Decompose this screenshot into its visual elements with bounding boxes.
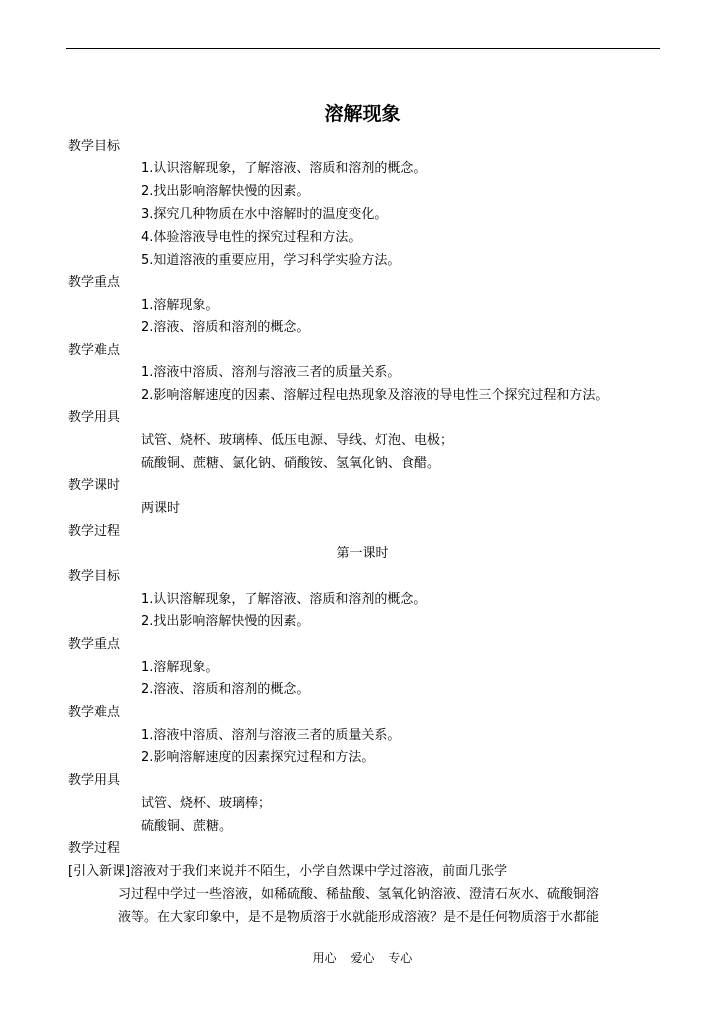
difficulty-item: 2.影响溶解速度的因素探究过程和方法。: [141, 750, 375, 765]
key-point-item: 2.溶液、溶质和溶剂的概念。: [141, 320, 310, 335]
section-heading-tools: 教学用具: [68, 773, 121, 788]
document-title: 溶解现象: [324, 103, 401, 125]
key-point-item: 1.溶解现象。: [141, 298, 219, 313]
section-heading-hours: 教学课时: [68, 478, 121, 493]
intro-paragraph-line: [引入新课]溶液对于我们来说并不陌生，小学自然课中学过溶液，前面几张学: [68, 864, 508, 879]
section-heading-process: 教学过程: [68, 524, 121, 539]
section-heading-goals: 教学目标: [68, 139, 121, 154]
goal-item: 1.认识溶解现象，了解溶液、溶质和溶剂的概念。: [141, 161, 427, 176]
goal-item: 1.认识溶解现象，了解溶液、溶质和溶剂的概念。: [141, 592, 427, 607]
difficulty-item: 1.溶液中溶质、溶剂与溶液三者的质量关系。: [141, 728, 401, 743]
lesson-heading: 第一课时: [336, 546, 389, 561]
tools-item: 试管、烧杯、玻璃棒；: [141, 796, 272, 811]
section-heading-tools: 教学用具: [68, 410, 121, 425]
hours-value: 两课时: [141, 501, 181, 516]
intro-paragraph-line: 习过程中学过一些溶液，如稀硫酸、稀盐酸、氢氧化钠溶液、澄清石灰水、硫酸铜溶: [118, 887, 600, 902]
section-heading-key-points: 教学重点: [68, 637, 121, 652]
goal-item: 4.体验溶液导电性的探究过程和方法。: [141, 230, 362, 245]
key-point-item: 2.溶液、溶质和溶剂的概念。: [141, 682, 310, 697]
tools-item: 硫酸铜、蔗糖、氯化钠、硝酸铵、氢氧化钠、食醋。: [141, 456, 441, 471]
key-point-item: 1.溶解现象。: [141, 660, 219, 675]
page-footer: 用心 爱心 专心: [312, 951, 413, 965]
tools-item: 试管、烧杯、玻璃棒、低压电源、导线、灯泡、电极；: [141, 433, 454, 448]
difficulty-item: 1.溶液中溶质、溶剂与溶液三者的质量关系。: [141, 365, 401, 380]
tools-item: 硫酸铜、蔗糖。: [141, 819, 233, 834]
goal-item: 2.找出影响溶解快慢的因素。: [141, 184, 310, 199]
goal-item: 5.知道溶液的重要应用，学习科学实验方法。: [141, 253, 401, 268]
section-heading-goals: 教学目标: [68, 569, 121, 584]
section-heading-difficulties: 教学难点: [68, 343, 121, 358]
intro-paragraph-line: 液等。在大家印象中，是不是物质溶于水就能形成溶液？是不是任何物质溶于水都能: [118, 910, 600, 925]
section-heading-difficulties: 教学难点: [68, 705, 121, 720]
goal-item: 3.探究几种物质在水中溶解时的温度变化。: [141, 207, 388, 222]
header-rule: [66, 48, 660, 49]
section-heading-key-points: 教学重点: [68, 275, 121, 290]
difficulty-item: 2.影响溶解速度的因素、溶解过程电热现象及溶液的导电性三个探究过程和方法。: [141, 388, 609, 403]
goal-item: 2.找出影响溶解快慢的因素。: [141, 614, 310, 629]
section-heading-process: 教学过程: [68, 841, 121, 856]
